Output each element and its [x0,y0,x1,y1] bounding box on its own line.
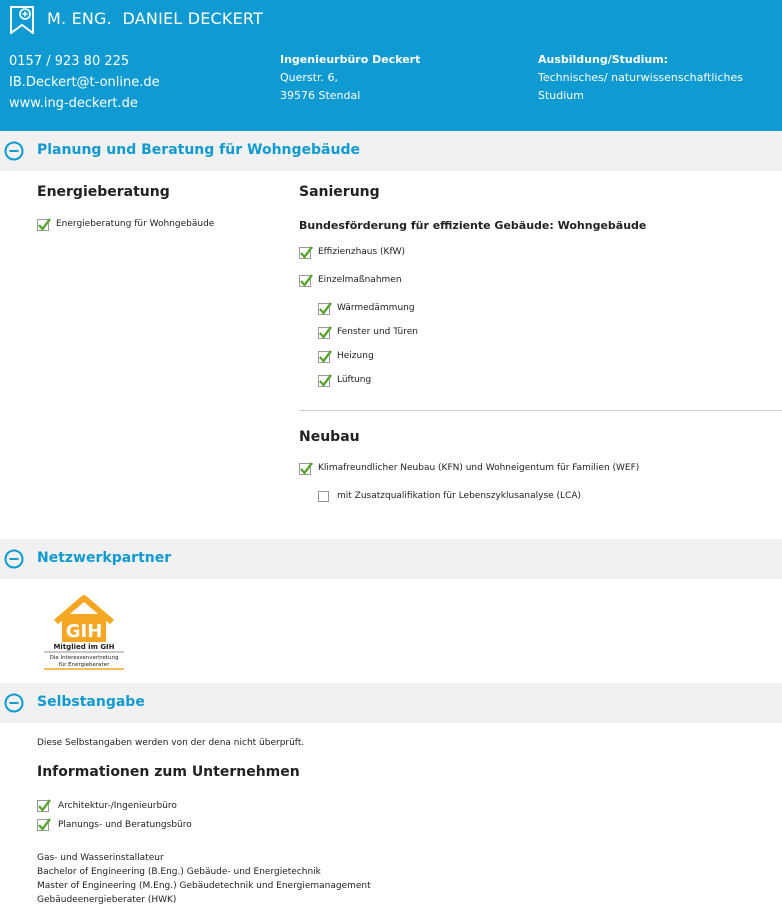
gih-logo-line1: Mitglied im GIH [53,643,115,651]
renovation-item: Effizienzhaus (KfW) [318,247,406,257]
qualification-line: Gebäudeenergieberater (HWK) [37,895,177,905]
renovation-subitem: Heizung [337,351,374,361]
minus-circle-icon[interactable] [4,549,24,569]
renovation-subitem: Lüftung [337,375,372,385]
company-type-item: Planungs- und Beratungsbüro [58,820,192,830]
website-link[interactable]: www.ing-deckert.de [9,96,138,111]
contact-column [9,51,160,114]
self-note: Diese Selbstangaben werden von der dena nicht überprüft. [37,738,305,748]
section-bar-planning[interactable] [0,131,782,171]
company-name: Ingenieurbüro Deckert [280,53,421,66]
renovation-subheading: Bundesförderung für effiziente Gebäude: Wohngebäude [299,219,647,232]
section-title-network: Netzwerkpartner [37,550,172,566]
unchecked-checkbox [318,491,329,502]
education-column [538,51,782,105]
newbuild-heading: Neubau [299,429,360,445]
newbuild-unchecked-item: mit Zusatzqualifikation für Lebenszyklusanalyse (LCA) [337,491,582,501]
checkmark-icon [299,462,313,476]
qualification-line: Master of Engineering (M.Eng.) Gebäudetechnik und Energiemanagement [37,881,371,891]
energy-item: Energieberatung für Wohngebäude [56,219,215,229]
city-address: 39576 Stendal [280,89,361,102]
company-info-heading: Informationen zum Unternehmen [37,764,300,780]
section-bar-self[interactable] [0,683,782,723]
address-column [280,51,420,105]
energy-heading: Energieberatung [37,184,170,200]
checkmark-icon [37,218,51,232]
gih-logo-line2: Die Interessenvertretung [49,655,119,661]
checkmark-icon [318,326,332,340]
education-value: Technisches/ naturwissenschaftliches Studium [538,71,744,102]
minus-circle-icon[interactable] [4,693,24,713]
checkmark-icon [37,818,51,832]
qualifications-list [37,851,371,907]
section-title-self: Selbstangabe [37,694,145,710]
qualification-line: Gas- und Wasserinstallateur [37,853,164,863]
checkmark-icon [318,302,332,316]
checkmark-icon [318,350,332,364]
renovation-subitem: Wärmedämmung [337,303,415,313]
checkmark-icon [37,799,51,813]
gih-logo-letters: GIH [65,621,103,642]
section-bar-network[interactable] [0,539,782,579]
person-name: M. ENG. DANIEL DECKERT [47,9,264,28]
checkmark-icon [318,374,332,388]
renovation-heading: Sanierung [299,184,380,200]
bookmark-plus-icon[interactable] [9,6,35,34]
renovation-item: Einzelmaßnahmen [318,275,402,285]
street-address: Querstr. 6, [280,71,338,84]
email-link[interactable]: IB.Deckert@t-online.de [9,75,160,90]
renovation-subitem: Fenster und Türen [337,327,418,337]
education-label: Ausbildung/Studium: [538,53,669,66]
gih-logo[interactable] [36,592,132,670]
gih-logo-line3: für Energieberater [58,662,110,668]
profile-header [0,0,782,131]
company-type-item: Architektur-/Ingenieurbüro [58,801,177,811]
checkmark-icon [299,274,313,288]
minus-circle-icon[interactable] [4,141,24,161]
section-title-planning: Planung und Beratung für Wohngebäude [37,142,360,158]
qualification-line: Bachelor of Engineering (B.Eng.) Gebäude- und Energietechnik [37,867,321,877]
checkmark-icon [299,246,313,260]
divider [299,410,782,411]
newbuild-item: Klimafreundlicher Neubau (KFN) und Wohneigentum für Familien (WEF) [318,463,640,473]
phone-number: 0157 / 923 80 225 [9,54,130,69]
